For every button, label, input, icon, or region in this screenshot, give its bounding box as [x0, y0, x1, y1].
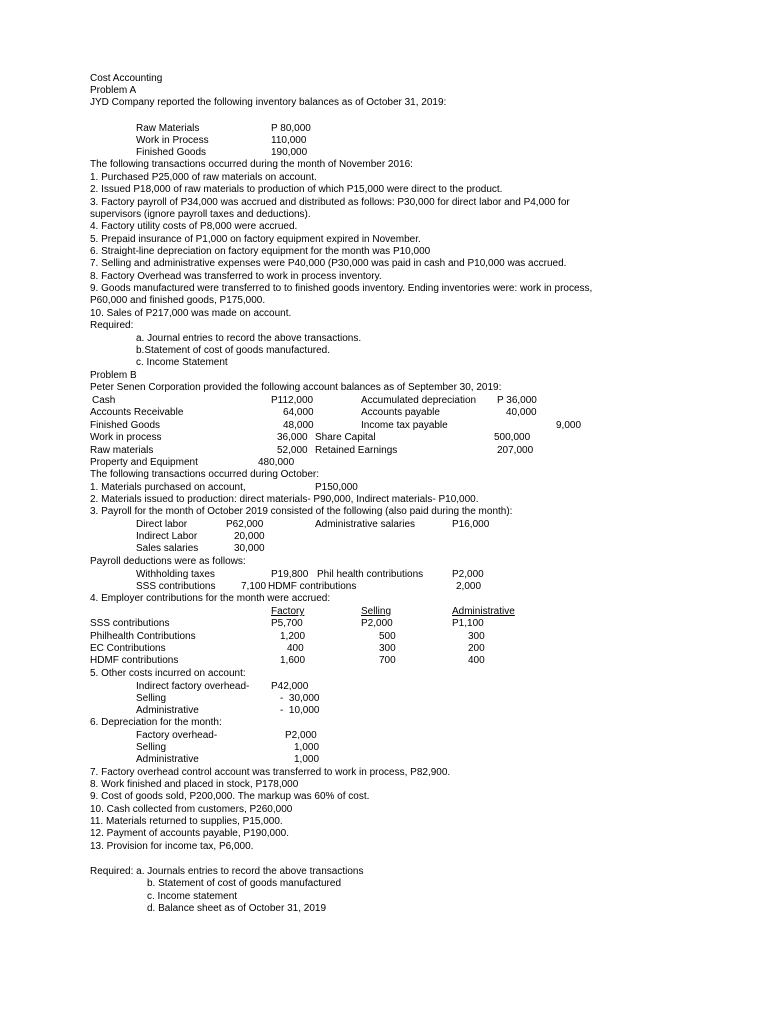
account-label: Property and Equipment [90, 457, 198, 468]
deduction-value: P19,800 [271, 569, 309, 580]
deduction-label: SSS contributions [136, 581, 216, 592]
transaction-line: supervisors (ignore payroll taxes and deductions). [90, 209, 311, 220]
account-value: 500,000 [494, 432, 531, 443]
transaction-line: 9. Cost of goods sold, P200,000. The markup was 60% of cost. [90, 791, 370, 802]
transaction-line: 3. Factory payroll of P34,000 was accrued and distributed as follows: P30,000 for direct labor and P4,000 for [90, 197, 570, 208]
account-value: 64,000 [283, 407, 314, 418]
account-value: 52,000 [277, 445, 308, 456]
transaction-line: 6. Depreciation for the month: [90, 717, 222, 728]
transaction-line: 8. Factory Overhead was transferred to work in process inventory. [90, 271, 382, 282]
transaction-line: 4. Factory utility costs of P8,000 were accrued. [90, 221, 298, 232]
balance-value: 110,000 [271, 135, 307, 146]
contribution-value: 500 [379, 631, 396, 642]
required-item: b.Statement of cost of goods manufactured. [136, 345, 331, 356]
account-label: Accounts Receivable [90, 407, 184, 418]
deduction-value: 2,000 [456, 581, 482, 592]
transaction-line: 8. Work finished and placed in stock, P178,000 [90, 779, 299, 790]
payroll-value: P62,000 [226, 519, 264, 530]
payroll-label: Indirect Labor [136, 531, 198, 542]
transaction-line: 6. Straight-line depreciation on factory equipment for the month was P10,000 [90, 246, 431, 257]
contribution-value: 300 [468, 631, 485, 642]
account-value: 40,000 [506, 407, 537, 418]
transaction-line: 5. Prepaid insurance of P1,000 on factory equipment expired in November. [90, 234, 421, 245]
deduction-label: Withholding taxes [136, 569, 215, 580]
balance-label: Work in Process [136, 135, 209, 146]
account-value: 36,000 [277, 432, 308, 443]
account-value: 9,000 [556, 420, 582, 431]
deduction-label: HDMF contributions [268, 581, 357, 592]
balance-value: P 80,000 [271, 123, 311, 134]
problem-a-intro: JYD Company reported the following inventory balances as of October 31, 2019: [90, 97, 447, 108]
contribution-value: 400 [287, 643, 304, 654]
transaction-line: 10. Sales of P217,000 was made on account. [90, 308, 292, 319]
problem-b-intro: Peter Senen Corporation provided the following account balances as of September 30, 2019: [90, 382, 502, 393]
required-item: c. Income Statement [136, 357, 228, 368]
balance-value: 190,000 [271, 147, 308, 158]
required-item: c. Income statement [147, 891, 238, 902]
deduction-value: 7,100 [241, 581, 267, 592]
contribution-value: 200 [468, 643, 485, 654]
transaction-line: 12. Payment of accounts payable, P190,000. [90, 828, 290, 839]
balance-label: Finished Goods [136, 147, 207, 158]
account-label: Cash [92, 395, 116, 406]
other-cost-label: Administrative [136, 705, 199, 716]
contribution-value: P2,000 [361, 618, 393, 629]
payroll-value: P16,000 [452, 519, 490, 530]
required-item: a. Journal entries to record the above transactions. [136, 333, 362, 344]
required-item: d. Balance sheet as of October 31, 2019 [147, 903, 327, 914]
depreciation-label: Factory overhead- [136, 730, 218, 741]
other-cost-value: P42,000 [271, 681, 309, 692]
account-value: P 36,000 [497, 395, 537, 406]
transaction-line: 11. Materials returned to supplies, P15,000. [90, 816, 283, 827]
account-label: Income tax payable [361, 420, 448, 431]
transaction-line: 1. Purchased P25,000 of raw materials on account. [90, 172, 317, 183]
document-title: Cost Accounting [90, 73, 163, 84]
account-label: Retained Earnings [315, 445, 398, 456]
payroll-value: 30,000 [234, 543, 265, 554]
transaction-line: 7. Factory overhead control account was transferred to work in process, P82,900. [90, 767, 451, 778]
payroll-label: Sales salaries [136, 543, 199, 554]
balance-label: Raw Materials [136, 123, 200, 134]
column-header-factory: Factory [271, 606, 305, 617]
column-header-selling: Selling [361, 606, 392, 617]
account-label: Raw materials [90, 445, 154, 456]
depreciation-label: Selling [136, 742, 167, 753]
transaction-line: 4. Employer contributions for the month were accrued: [90, 593, 331, 604]
payroll-value: 20,000 [234, 531, 265, 542]
account-value: 48,000 [283, 420, 314, 431]
contribution-label: HDMF contributions [90, 655, 179, 666]
payroll-label: Administrative salaries [315, 519, 416, 530]
account-label: Work in process [90, 432, 162, 443]
contribution-label: EC Contributions [90, 643, 166, 654]
depreciation-value: 1,000 [294, 742, 320, 753]
transaction-line: P60,000 and finished goods, P175,000. [90, 295, 266, 306]
contribution-value: 700 [379, 655, 396, 666]
deduction-label: Phil health contributions [317, 569, 424, 580]
contribution-value: 1,200 [280, 631, 306, 642]
transactions-intro: The following transactions occurred during the month of November 2016: [90, 159, 413, 170]
account-label: Share Capital [315, 432, 376, 443]
transaction-line: 2. Issued P18,000 of raw materials to production of which P15,000 were direct to the product. [90, 184, 503, 195]
contribution-value: P1,100 [452, 618, 484, 629]
transaction-line: 5. Other costs incurred on account: [90, 668, 246, 679]
transaction-line: 9. Goods manufactured were transferred to to finished goods inventory. Ending inventories were: work in process, [90, 283, 593, 294]
required-label: Required: [90, 320, 134, 331]
transaction-line: 7. Selling and administrative expenses were P40,000 (P30,000 was paid in cash and P10,000 was accrued. [90, 258, 567, 269]
contribution-value: 400 [468, 655, 485, 666]
transaction-line: 10. Cash collected from customers, P260,000 [90, 804, 293, 815]
depreciation-label: Administrative [136, 754, 199, 765]
transaction-line: 13. Provision for income tax, P6,000. [90, 841, 254, 852]
deductions-intro: Payroll deductions were as follows: [90, 556, 246, 567]
contribution-label: Philhealth Contributions [90, 631, 196, 642]
other-cost-value: - 10,000 [280, 705, 320, 716]
required-label: Required: a. Journals entries to record the above transactions [90, 866, 364, 877]
transactions-intro: The following transactions occurred during October: [90, 469, 320, 480]
contribution-value: 1,600 [280, 655, 306, 666]
account-label: Accumulated depreciation [361, 395, 477, 406]
depreciation-value: 1,000 [294, 754, 320, 765]
column-header-administrative: Administrative [452, 606, 515, 617]
required-item: b. Statement of cost of goods manufactured [147, 878, 342, 889]
account-label: Accounts payable [361, 407, 440, 418]
account-value: 480,000 [258, 457, 295, 468]
contribution-value: 300 [379, 643, 396, 654]
transaction-line: 1. Materials purchased on account, [90, 482, 246, 493]
account-value: P112,000 [271, 395, 314, 406]
other-cost-label: Indirect factory overhead- [136, 681, 250, 692]
contribution-value: P5,700 [271, 618, 303, 629]
payroll-label: Direct labor [136, 519, 188, 530]
problem-a-heading: Problem A [90, 85, 137, 96]
depreciation-value: P2,000 [285, 730, 317, 741]
other-cost-label: Selling [136, 693, 167, 704]
transaction-line: 2. Materials issued to production: direct materials- P90,000, Indirect materials- P10,000. [90, 494, 479, 505]
transaction-value: P150,000 [315, 482, 358, 493]
deduction-value: P2,000 [452, 569, 484, 580]
account-label: Finished Goods [90, 420, 161, 431]
account-value: 207,000 [497, 445, 534, 456]
other-cost-value: - 30,000 [280, 693, 320, 704]
problem-b-heading: Problem B [90, 370, 137, 381]
transaction-line: 3. Payroll for the month of October 2019 consisted of the following (also paid during the month): [90, 506, 513, 517]
contribution-label: SSS contributions [90, 618, 170, 629]
